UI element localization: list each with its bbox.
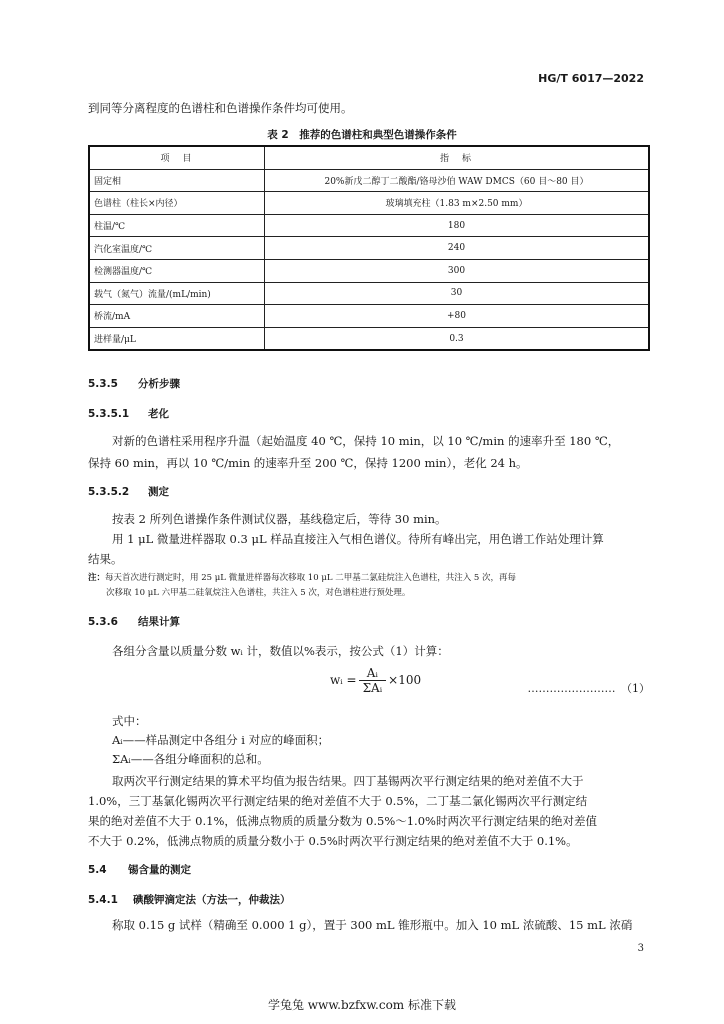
section-heading: [88, 376, 180, 391]
page-number: 3: [637, 943, 644, 954]
paragraph-line: 果的绝对差值不大于 0.1%，低沸点物质的质量分数为 0.5%～1.0%时两次平行测定结果的绝对差值: [88, 814, 597, 828]
paragraph-line: 对新的色谱柱采用程序升温（起始温度 40 ℃，保持 10 min，以 10 ℃/min 的速率升至 180 ℃，: [112, 434, 620, 448]
note-line: [88, 571, 516, 583]
row-value: 20%新戊二醇丁二酸酯/铬母沙伯 WAW DMCS（60 目～80 目）: [265, 169, 650, 192]
formula: [330, 666, 421, 695]
row-value: 30: [265, 282, 650, 305]
row-value: 0.3: [265, 327, 650, 350]
table-header-row: [89, 146, 649, 169]
section-number: 5.3.5.2: [88, 486, 130, 498]
table-row: [89, 327, 649, 350]
note-text: 每天首次进行测定时，用 25 μL 微量进样器每次移取 10 μL 二甲基二氯硅烷注入色谱柱，共注入 5 次，再每: [105, 573, 517, 583]
intro-line: 到同等分离程度的色谱柱和色谱操作条件均可使用。: [88, 101, 353, 115]
section-number: 5.3.5.1: [88, 408, 130, 420]
section-number: 5.4.1: [88, 894, 118, 906]
formula-rhs: ×100: [388, 673, 422, 687]
row-label: 柱温/℃: [89, 214, 265, 237]
row-label: 桥流/mA: [89, 305, 265, 328]
formula-number: …………………… （1）: [527, 682, 650, 695]
table-row: [89, 305, 649, 328]
fraction: [359, 666, 387, 695]
row-value: 300: [265, 259, 650, 282]
row-value: +80: [265, 305, 650, 328]
table-row: [89, 214, 649, 237]
row-label: 检测器温度/℃: [89, 259, 265, 282]
row-label: 汽化室温度/℃: [89, 237, 265, 260]
header-item: 项 目: [89, 146, 265, 169]
paragraph-line: 称取 0.15 g 试样（精确至 0.000 1 g），置于 300 mL 锥形瓶中。加入 10 mL 浓硫酸、15 mL 浓硝: [112, 918, 633, 932]
definition-line: ΣAᵢ——各组分峰面积的总和。: [112, 752, 269, 766]
header-value: 指 标: [265, 146, 650, 169]
paragraph-line: 取两次平行测定结果的算术平均值为报告结果。四丁基锡两次平行测定结果的绝对差值不大于: [112, 774, 584, 788]
row-label: 色谱柱（柱长×内径）: [89, 192, 265, 215]
fraction-denominator: ΣAᵢ: [362, 681, 383, 695]
table-row: [89, 169, 649, 192]
table-row: [89, 259, 649, 282]
paragraph-line: 各组分含量以质量分数 wᵢ 计，数值以%表示，按公式（1）计算：: [112, 644, 449, 658]
standard-code: HG/T 6017—2022: [538, 72, 644, 85]
fraction-numerator: Aᵢ: [359, 666, 387, 681]
paragraph-line: 结果。: [88, 552, 123, 566]
definition-line: Aᵢ——样品测定中各组分 i 对应的峰面积；: [112, 733, 330, 747]
section-heading: [88, 862, 191, 877]
section-heading: [88, 892, 291, 907]
formula-lhs: wᵢ =: [330, 673, 357, 687]
row-value: 玻璃填充柱（1.83 m×2.50 mm）: [265, 192, 650, 215]
conditions-table: [88, 145, 650, 351]
section-number: 5.3.6: [88, 616, 118, 628]
row-label: 载气（氮气）流量/(mL/min): [89, 282, 265, 305]
site-footer: 学兔兔 www.bzfxw.com 标准下载: [267, 998, 457, 1012]
note-label: 注：: [88, 573, 106, 583]
table-row: [89, 237, 649, 260]
section-heading: [88, 614, 180, 629]
section-title: 老化: [148, 408, 169, 420]
section-number: 5.3.5: [88, 378, 118, 390]
row-value: 240: [265, 237, 650, 260]
paragraph-line: 按表 2 所列色谱操作条件测试仪器，基线稳定后，等待 30 min。: [112, 512, 447, 526]
section-title: 测定: [148, 486, 169, 498]
section-heading: [88, 406, 169, 421]
paragraph-line: 不大于 0.2%，低沸点物质的质量分数小于 0.5%时两次平行测定结果的绝对差值不大于 0.1%。: [88, 834, 578, 848]
row-value: 180: [265, 214, 650, 237]
section-title: 锡含量的测定: [128, 864, 191, 876]
section-title: 碘酸钾滴定法（方法一，仲裁法）: [133, 894, 291, 906]
row-label: 固定相: [89, 169, 265, 192]
table-row: [89, 282, 649, 305]
table-caption: 表 2 推荐的色谱柱和典型色谱操作条件: [267, 129, 457, 141]
section-heading: [88, 484, 169, 499]
section-title: 结果计算: [138, 616, 180, 628]
where-label: 式中：: [112, 714, 147, 728]
paragraph-line: 保持 60 min，再以 10 ℃/min 的速率升至 200 ℃，保持 1200 min），老化 24 h。: [88, 456, 528, 470]
paragraph-line: 用 1 μL 微量进样器取 0.3 μL 样品直接注入气相色谱仪。待所有峰出完，用色谱工作站处理计算: [112, 532, 604, 546]
paragraph-line: 1.0%，三丁基氯化锡两次平行测定结果的绝对差值不大于 0.5%，二丁基二氯化锡两次平行测定结: [88, 794, 588, 808]
row-label: 进样量/μL: [89, 327, 265, 350]
table-row: [89, 192, 649, 215]
section-title: 分析步骤: [138, 378, 180, 390]
section-number: 5.4: [88, 864, 107, 876]
note-line: 次移取 10 μL 六甲基二硅氧烷注入色谱柱，共注入 5 次，对色谱柱进行预处理。: [106, 588, 411, 598]
